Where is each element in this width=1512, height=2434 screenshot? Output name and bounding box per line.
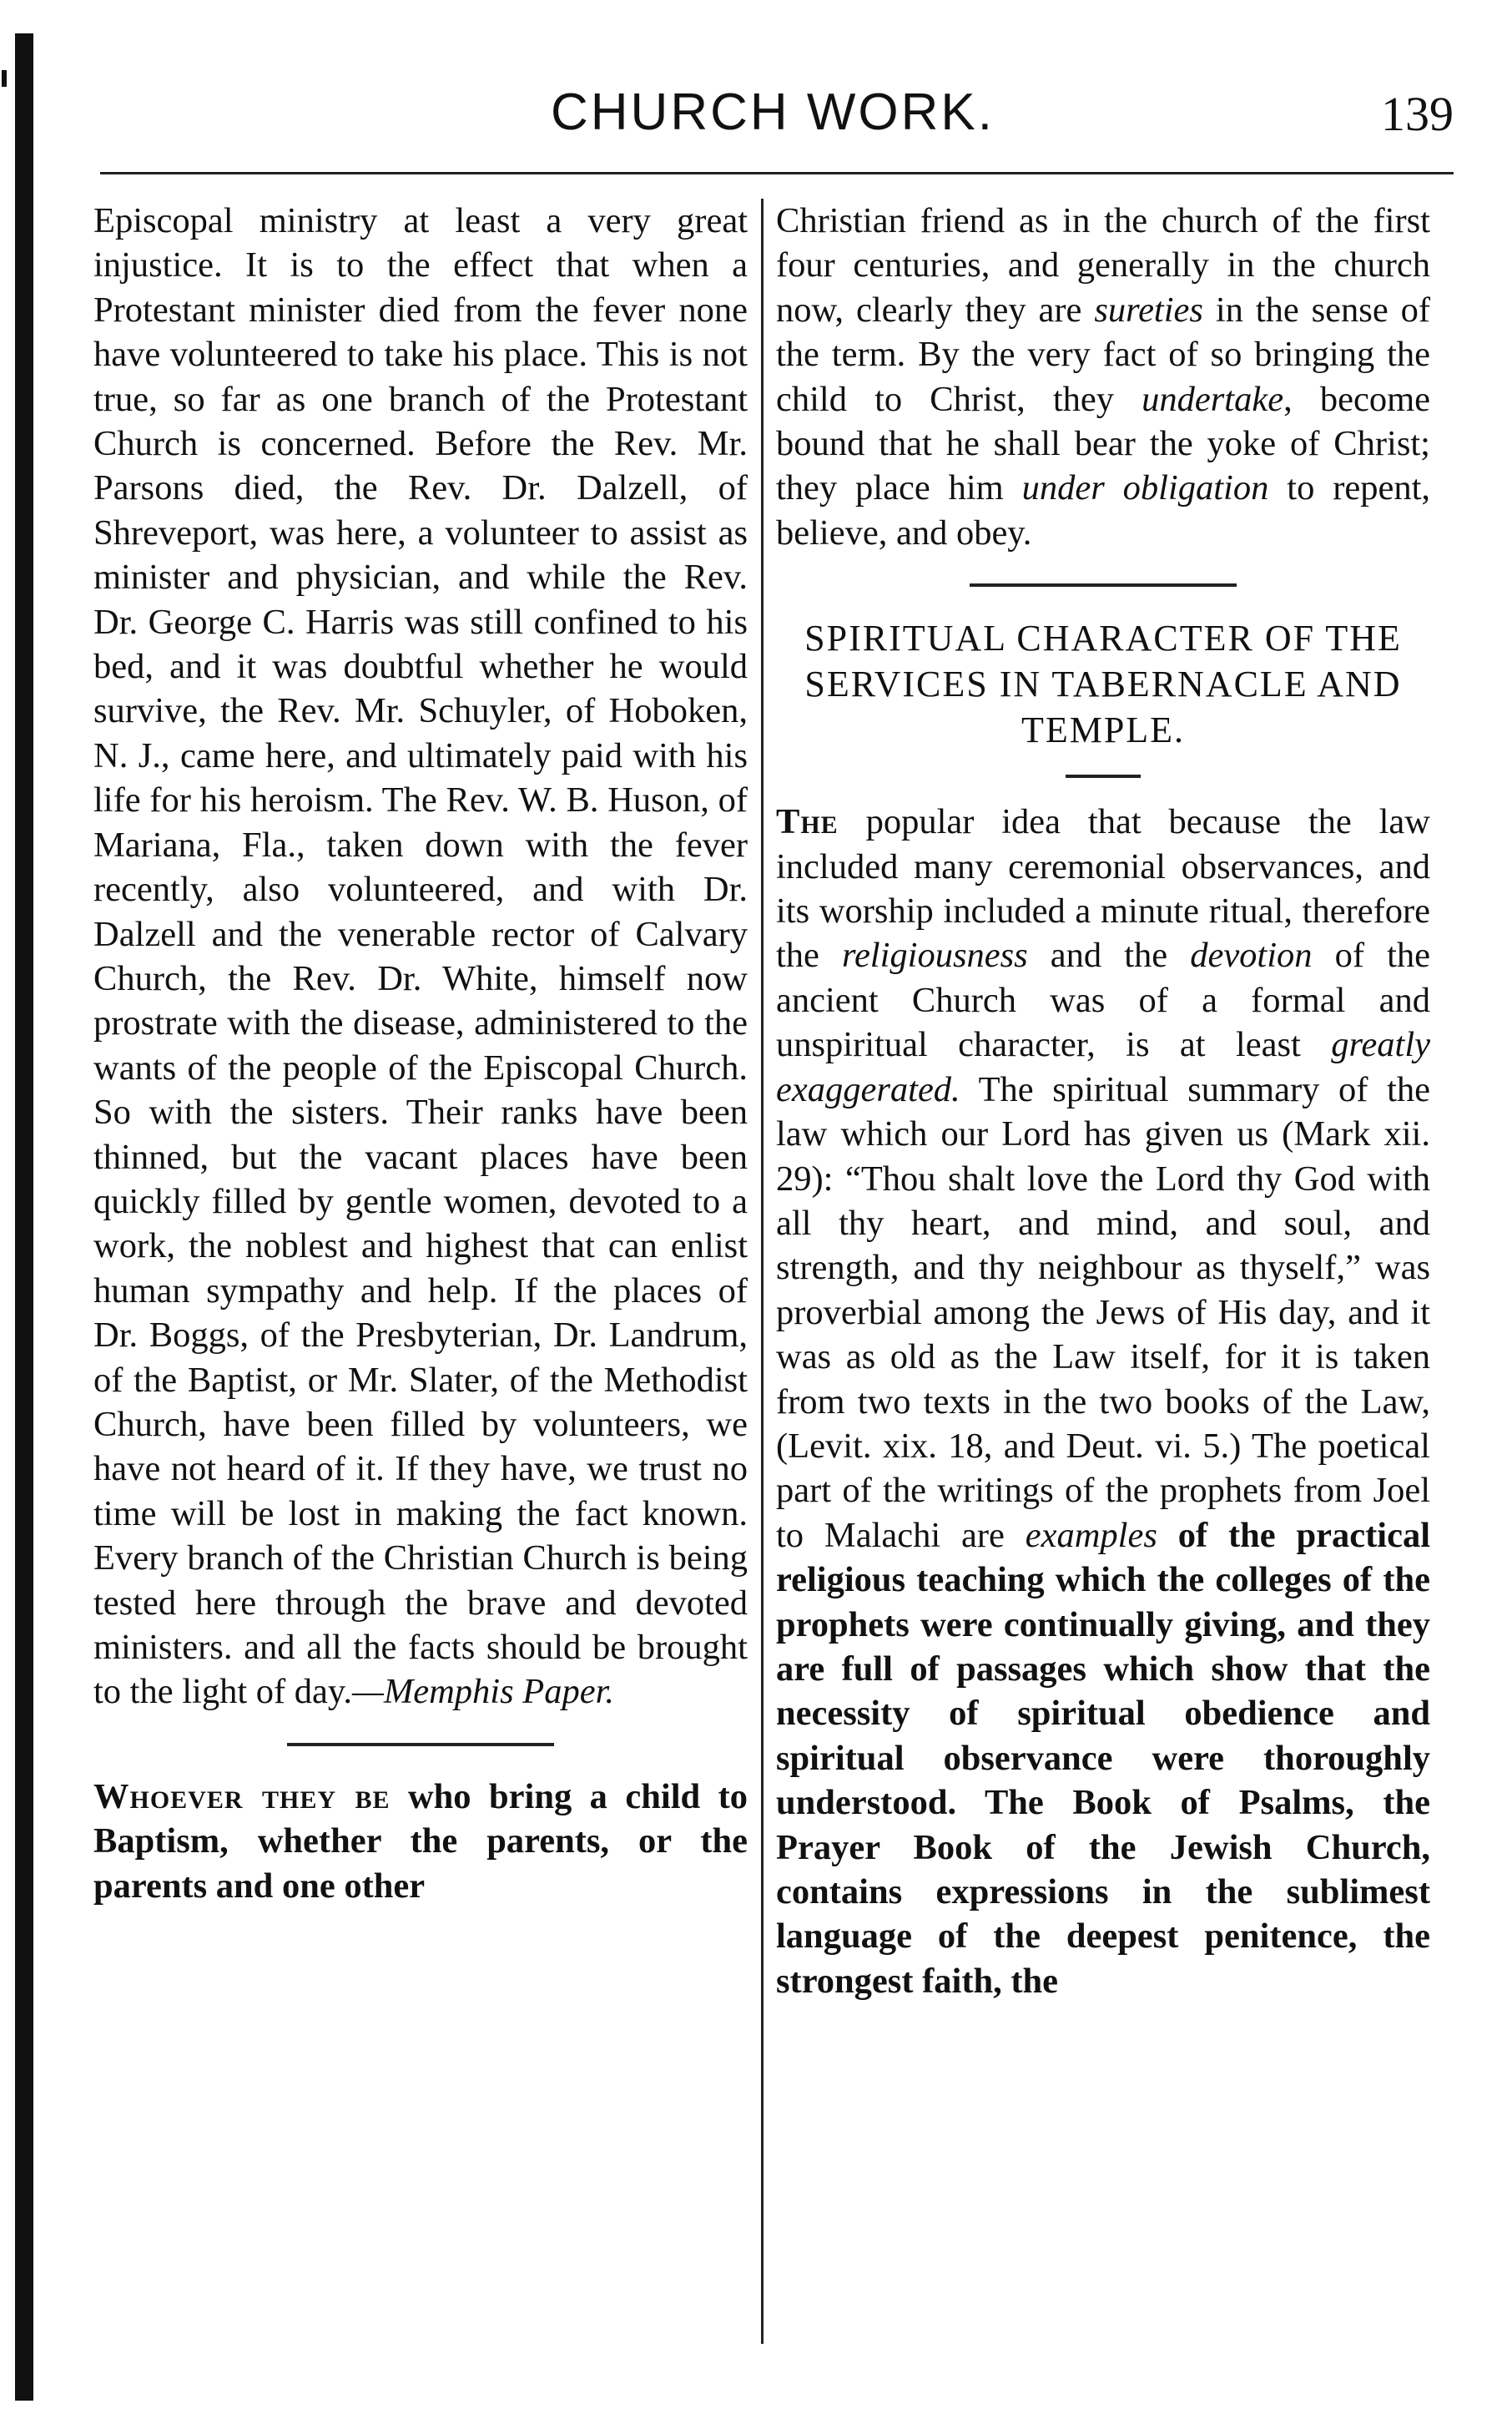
article-baptism-body <box>93 1775 748 1908</box>
left-column <box>93 199 748 1908</box>
article-separator <box>287 1743 554 1746</box>
section-separator <box>970 583 1237 587</box>
article-baptism-leadin: Whoever they be <box>93 1776 391 1816</box>
continuation-emphasis: under obligation <box>1021 468 1269 508</box>
section-leadin: The <box>776 802 839 842</box>
header-rule <box>100 172 1454 174</box>
baptism-continuation <box>776 199 1430 555</box>
section-emphasis: religiousness <box>841 936 1028 976</box>
section-text: of the ancient Church was of a formal and unspiritual character, is at least <box>776 936 1430 1065</box>
article-memphis-source: —Memphis Paper. <box>352 1672 615 1712</box>
section-text: The spiritual summary of the law which our Lord has given us (Mark xii. 29): “Thou shalt love the Lord thy God with all thy heart, and mind, and soul, and strength, and thy neighbour as thyself,” was proverbial among the Jews of His day, and it was as old as the Law itself, for it is taken from two texts in the two books of the Law, (Levit. xix. 18, and Deut. vi. 5.) The poetical part of the writings of the prophets from Joel to Malachi are <box>776 1069 1430 1555</box>
page-header <box>92 75 1454 150</box>
continuation-text: , become bound that he shall bear the yoke of Christ; they place him <box>776 379 1430 508</box>
continuation-text: Christian friend as in the church of the first four centuries, and generally in the church now, clearly they are <box>776 201 1430 330</box>
section-emphasis: examples <box>1025 1515 1157 1555</box>
section-text: and the <box>1027 936 1191 976</box>
article-baptism-text: who bring a child to Baptism, whether the parents, or the parents and one other <box>93 1776 748 1906</box>
section-heading: SPIRITUAL CHARACTER OF THE SERVICES IN TABERNACLE AND TEMPLE. <box>804 618 1402 751</box>
continuation-text: to repent, believe, and obey. <box>776 468 1431 553</box>
section-emphasis: devotion <box>1190 936 1313 976</box>
column-divider <box>761 199 764 2344</box>
article-memphis-body <box>93 199 748 1714</box>
section-text: of the practical religious teaching which the colleges of the prophets were continually giving, and they are full of passages which show that the necessity of spiritual obedience and spiritual observance were thoroughly understood. The Book of Psalms, the Prayer Book of the Jewish Church, contains expressions in the sublimest language of the deepest penitence, the strongest faith, the <box>776 1515 1430 2001</box>
continuation-text: in the sense of the term. By the very fact of so bringing the child to Christ, they <box>776 290 1430 419</box>
continuation-emphasis: sureties <box>1094 290 1203 330</box>
section-body <box>776 800 1430 2003</box>
heading-rule <box>1066 775 1141 778</box>
running-head: CHURCH WORK. <box>551 83 995 141</box>
page-binding-edge <box>15 33 33 2401</box>
section-text: popular idea that because the law included many ceremonial observances, and its worship included a minute ritual, therefore the <box>776 802 1430 976</box>
right-column <box>776 199 1430 2003</box>
section-emphasis: greatly exaggerated. <box>776 1025 1430 1109</box>
continuation-emphasis: undertake <box>1142 379 1284 419</box>
article-memphis-text: Episcopal ministry at least a very great injustice. It is to the effect that when a Protestant minister died from the fever none have volunteered to take his place. This is not true, so far as one branch of the Protestant Church is concerned. Before the Rev. Mr. Parsons died, the Rev. Dr. Dalzell, of Shreveport, was here, a volunteer to assist as minister and physician, and while the Rev. Dr. George C. Harris was still confined to his bed, and it was doubtful whether he would survive, the Rev. Mr. Schuyler, of Hoboken, N. J., came here, and ultimately paid with his life for his heroism. The Rev. W. B. Huson, of Mariana, Fla., taken down with the fever recently, also volunteered, and with Dr. Dalzell and the venerable rector of Calvary Church, the Rev. Dr. White, himself now prostrate with the disease, administered to the wants of the people of the Episcopal Church. So with the sisters. Their ranks have been thinned, but the vacant places have been quickly filled by gentle women, devoted to a work, the noblest and highest that can enlist human sympathy and help. If the places of Dr. Boggs, of the Presbyterian, Dr. Landrum, of the Baptist, or Mr. Slater, of the Methodist Church, have been filled by volunteers, we have not heard of it. If they have, we trust no time will be lost in making the fact known. Every branch of the Christian Church is being tested here through the brave and devoted ministers. and all the facts should be brought to the light of day. <box>93 201 748 1712</box>
page-number: 139 <box>1381 87 1454 141</box>
margin-mark <box>2 70 7 87</box>
